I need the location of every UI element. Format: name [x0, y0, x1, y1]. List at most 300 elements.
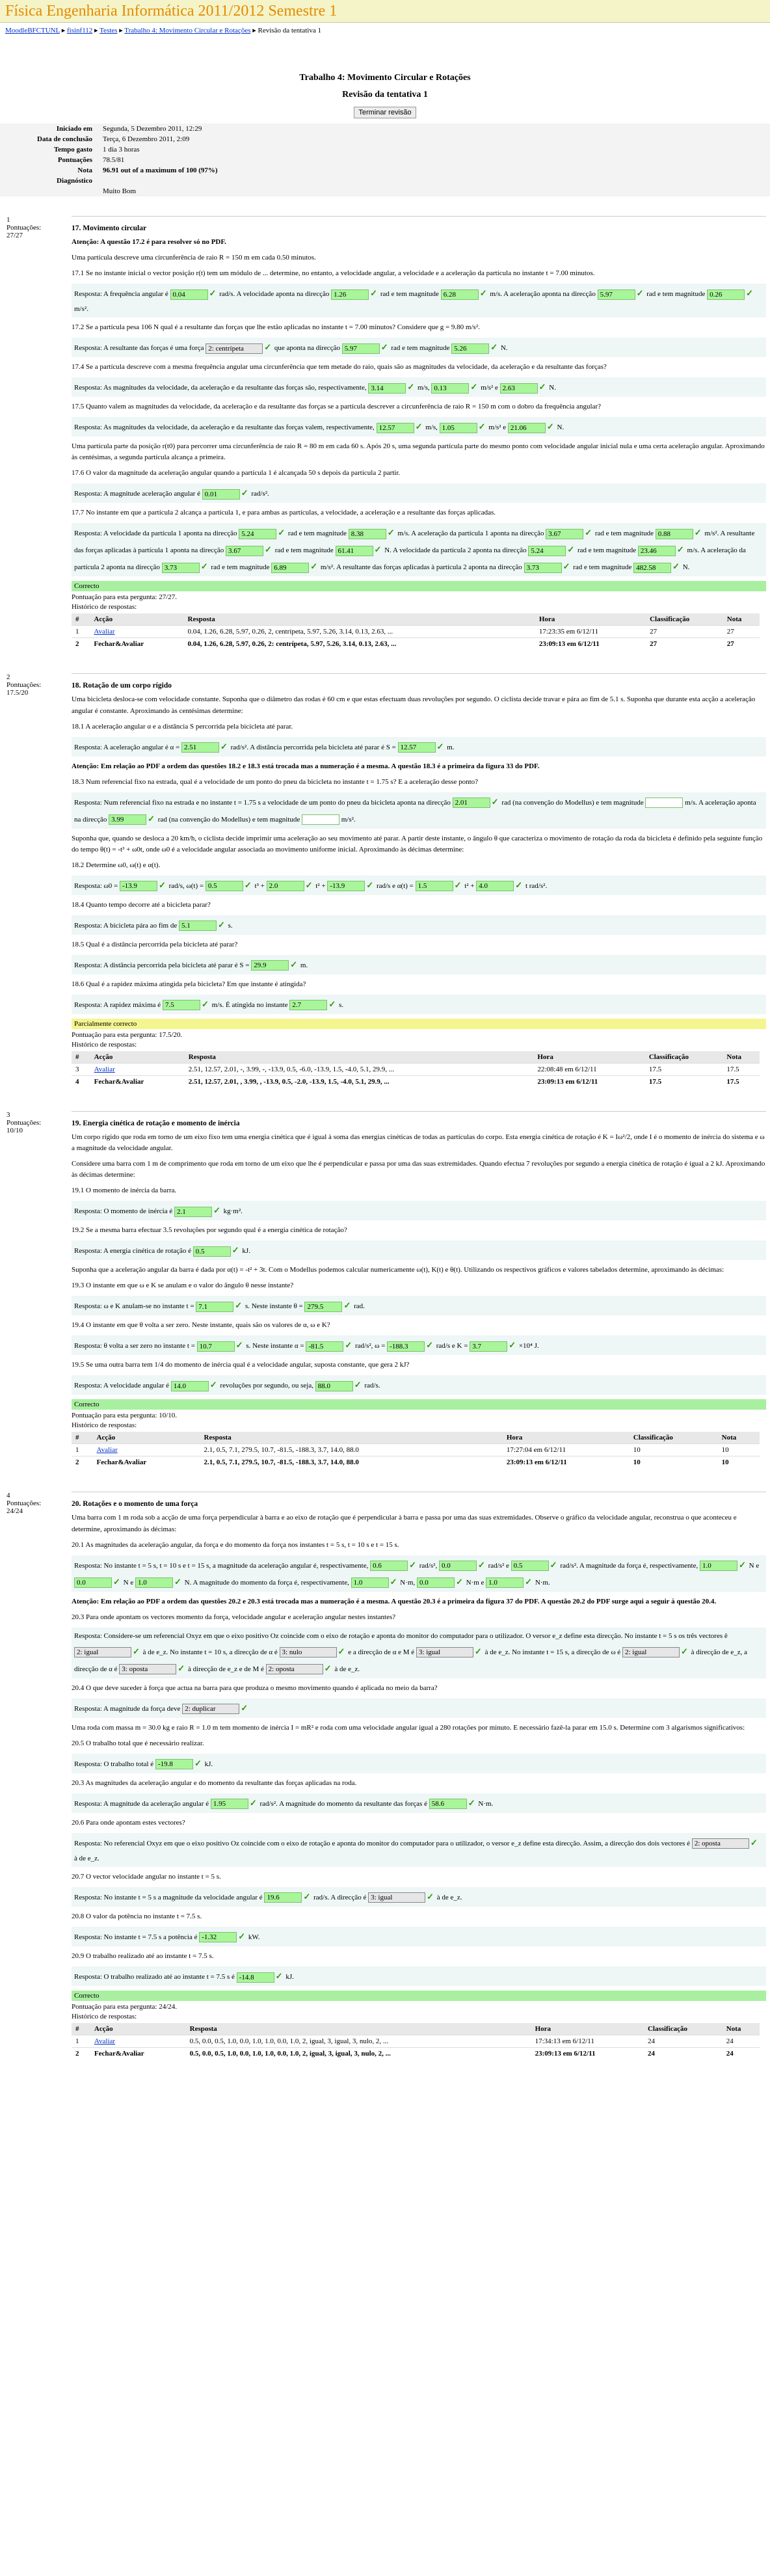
answer-text: m/s. A aceleração aponta na direcção — [490, 290, 596, 299]
cell: 17:34:13 em 6/12/11 — [531, 2035, 644, 2048]
answer-input[interactable]: 2.63 — [500, 383, 538, 394]
answer-input[interactable]: 5.1 — [179, 920, 217, 931]
answer-text: rad e tem magnitude — [573, 563, 632, 572]
check-icon: ✓ — [491, 796, 499, 807]
answer-text: N·m. — [478, 1799, 494, 1808]
status-correct: Correcto — [72, 1399, 766, 1410]
question-title: 18. Rotação de um corpo rígido — [72, 682, 172, 690]
answer-input[interactable]: 0.0 — [74, 1577, 112, 1588]
answer-input[interactable]: 2.7 — [289, 1000, 327, 1010]
check-icon: ✓ — [264, 342, 272, 353]
question-points: Pontuação para esta pergunta: 17.5/20. — [72, 1030, 183, 1039]
answer-input[interactable]: 0.13 — [431, 383, 469, 394]
answer-row — [72, 284, 766, 317]
cell: 22:08:48 em 6/12/11 — [533, 1063, 644, 1075]
check-icon: ✓ — [694, 528, 702, 538]
question-text: 18.3 Num referencial fixo na estrada, qual é a velocidade de um ponto do pneu da bicicleta no instante t = 1.75 s? E a aceleração desse ponto? — [72, 777, 479, 786]
answer-input[interactable]: 2.1 — [174, 1207, 212, 1217]
col-header: Resposta — [185, 1051, 534, 1064]
check-icon: ✓ — [343, 1300, 351, 1311]
question-text: 17.7 No instante em que a partícula 2 alcança a partícula 1, e para ambas as partículas, a velocidade, a aceleração e a resultante das forças aplicadas. — [72, 509, 496, 517]
question-text: Uma partícula parte da posição r(t0) para percorrer uma circunferência de raio R = 80 m em cada 60 s. Após 20 s, uma segunda partícula parte do mesmo ponto com velocidade angular inicial nula e uma certa aceleração angular. Aproximando às centésimas, a segunda partícula alcança a primeira. — [72, 442, 765, 462]
answer-row — [72, 876, 766, 895]
check-icon: ✓ — [525, 1576, 533, 1587]
cell: Fechar&Avaliar — [90, 1075, 185, 1088]
question-number: 3 — [7, 1110, 10, 1119]
answer-input[interactable]: 3.73 — [162, 563, 200, 573]
check-icon: ✓ — [563, 561, 570, 572]
breadcrumb-quiz[interactable]: Trabalho 4: Movimento Circular e Rotações — [124, 27, 251, 34]
cell: 24 — [644, 2048, 723, 2060]
answer-row — [72, 792, 766, 829]
answer-input[interactable]: 88.0 — [315, 1381, 353, 1391]
answer-select[interactable]: 3: igual — [416, 1647, 473, 1657]
check-icon: ✓ — [546, 422, 554, 432]
check-icon: ✓ — [455, 1576, 463, 1587]
answer-row — [72, 1833, 766, 1867]
cell: 3 — [72, 1063, 90, 1075]
answer-input[interactable]: 12.57 — [377, 423, 414, 433]
answer-text: rad (na convenção do Modellus) e tem magnitude — [501, 798, 644, 807]
summary-key: Iniciado em — [56, 125, 92, 133]
check-icon: ✓ — [366, 879, 374, 890]
question-text: Considere uma barra com 1 m de comprimento que roda em torno de um eixo que lhe é perpendicular e passa por uma das suas extremidades. Quando efectua 7 revoluções por segundo a energia cinética de rotação é igual a 2 kJ. Aproximando às décimas determine: — [72, 1160, 765, 1179]
answer-input[interactable]: 1.0 — [135, 1577, 173, 1588]
question-3 — [0, 1111, 770, 1468]
answer-input[interactable]: 1.95 — [211, 1799, 248, 1809]
answer-row — [72, 1201, 766, 1220]
breadcrumb-moodle[interactable]: MoodleBFCTUNL — [5, 27, 60, 34]
answer-input[interactable]: -1.32 — [199, 1932, 237, 1942]
answer-select[interactable]: 2: igual — [622, 1647, 680, 1657]
answer-text: Resposta: A bicicleta pára ao fim de — [74, 921, 178, 930]
answer-input[interactable]: 4.0 — [476, 881, 514, 891]
answer-text: Resposta: A magnitude aceleração angular é — [74, 490, 200, 498]
answer-text: t³ + — [254, 881, 265, 890]
cell: 1 — [72, 2035, 90, 2048]
answer-text: à de e_z. No instante t = 10 s, a direcção de α é — [142, 1648, 278, 1656]
question-text: Suponha que a aceleração angular da barra é dada por α(t) = -t² + 3t. Com o Modellus podemos calcular numericamente ω(t), K(t) e θ(t). Utilizando os respectivos gráficos e valores tabelados determine, aproximando às décimas: — [72, 1266, 724, 1274]
cell: 2 — [72, 638, 90, 651]
answer-input[interactable]: 2.01 — [453, 798, 490, 808]
action-link[interactable]: Avaliar — [94, 2037, 116, 2046]
answer-input[interactable]: 6.28 — [441, 289, 479, 300]
question-text: 20.7 O vector velocidade angular no instante t = 5 s. — [72, 1872, 221, 1881]
answer-text: kW. — [248, 1933, 260, 1942]
check-icon: ✓ — [750, 1837, 758, 1847]
question-text: Uma roda com massa m = 30.0 kg e raio R = 1.0 m tem momento de inércia I = mR² e roda com uma velocidade angular igual a 280 rotações por minuto. E necessário fazê-la parar em 15.0 s. Determine com 3 algarismos significativos: — [72, 1723, 745, 1732]
summary-value: 96.91 out of a maximum of 100 (97%) — [103, 167, 218, 174]
cell: 2.1, 0.5, 7.1, 279.5, 10.7, -81.5, -188.3, 3.7, 14.0, 88.0 — [200, 1444, 503, 1456]
action-link[interactable]: Avaliar — [94, 628, 115, 636]
page-subtitle: Revisão da tentativa 1 — [342, 90, 428, 100]
answer-text: s. — [228, 921, 233, 930]
summary-value: Muito Bom — [103, 187, 137, 195]
answer-text: Resposta: O trabalho total é — [74, 1760, 154, 1768]
question-text: 17.1 Se no instante inicial o vector posição r(t) tem um módulo de ... determine, no entanto, a velocidade angular, a velocidade e a aceleração da partícula no instante t = 7.00 minutos. — [72, 269, 595, 278]
answer-input[interactable]: -81.5 — [306, 1341, 343, 1352]
summary-value — [98, 176, 223, 186]
answer-input[interactable]: 23.46 — [638, 546, 676, 556]
col-header: Nota — [723, 1051, 760, 1064]
answer-input[interactable]: 1.0 — [351, 1577, 389, 1588]
question-side — [7, 1492, 65, 1515]
cell: 24 — [723, 2048, 760, 2060]
check-icon: ✓ — [380, 342, 388, 353]
answer-input[interactable]: 3.99 — [109, 814, 146, 825]
check-icon: ✓ — [217, 919, 225, 930]
answer-text: Resposta: As magnitudes da velocidade, da aceleração e da resultante das forças são, respectivamente, — [74, 384, 367, 392]
check-icon: ✓ — [474, 1646, 482, 1656]
answer-text: à de e_z. — [436, 1893, 462, 1901]
answer-input[interactable]: 58.6 — [429, 1799, 467, 1809]
answer-text: à de e_z. — [74, 1854, 100, 1862]
cell: 10 — [718, 1444, 760, 1456]
answer-text: t rad/s². — [525, 881, 548, 890]
answer-row — [72, 1555, 766, 1592]
answer-input[interactable]: 7.5 — [163, 1000, 200, 1010]
cell: 17.5 — [723, 1075, 760, 1088]
answer-input[interactable]: 7.1 — [196, 1302, 233, 1312]
answer-input[interactable]: 482.58 — [633, 563, 671, 573]
answer-input[interactable]: 0.01 — [202, 489, 240, 500]
answer-text: s. Neste instante α = — [246, 1342, 304, 1350]
answer-text: m/s². A resultante das forças aplicadas à partícula 1 aponta na direcção — [74, 530, 755, 555]
check-icon: ✓ — [158, 879, 166, 890]
answer-input[interactable]: -19.8 — [155, 1759, 193, 1769]
check-icon: ✓ — [680, 1646, 688, 1656]
answer-row — [72, 1887, 766, 1907]
action-link[interactable]: Avaliar — [94, 1065, 115, 1073]
action-link[interactable]: Avaliar — [96, 1446, 118, 1455]
answer-select[interactable]: 2: oposta — [692, 1838, 749, 1849]
end-review-button[interactable]: Terminar revisão — [354, 107, 416, 118]
question-text: Suponha que, quando se desloca a 20 km/h, o ciclista decide imprimir uma aceleração ao seu movimento até parar. A partir deste instante, o ângulo θ que caracteriza o movimento de rotação da roda da bicicleta é definido pela seguinte função do tempo θ(t) = -t³ + ω0t, onde ω0 é a velocidade angular associada ao movimento uniforme inicial. Aproximando às décimas determine: — [72, 834, 763, 853]
check-icon: ✓ — [567, 544, 575, 555]
col-header: Acção — [90, 1051, 185, 1064]
answer-input[interactable]: 6.89 — [271, 563, 309, 573]
check-icon: ✓ — [235, 1300, 243, 1311]
cell: Fechar&Avaliar — [90, 638, 183, 651]
col-header: Classificação — [630, 1432, 718, 1444]
answer-text: N·m. — [535, 1578, 550, 1587]
answer-input[interactable]: 14.0 — [171, 1381, 209, 1391]
question-warning: Atenção: Em relação ao PDF a ordem das questões 20.2 e 20.3 está trocada mas a numeração é a mesma. A questão 20.3 é a primeira da figura 37 do PDF. A questão 20.2 do PDF surge aqui a seguir à questão 20.4. — [72, 1597, 717, 1605]
answer-input-empty[interactable] — [645, 798, 683, 808]
check-icon: ✓ — [345, 1340, 352, 1350]
answer-input[interactable]: 5.97 — [342, 343, 380, 354]
answer-text: rad/s². A magnitude da força é, respectivamente, — [560, 1561, 698, 1570]
answer-text: rad/s. A velocidade aponta na direcção — [219, 290, 330, 299]
question-text: 20.3 As magnitudes da aceleração angular e do momento da resultante das forças aplicadas na roda. — [72, 1778, 357, 1787]
answer-input[interactable]: -188.3 — [387, 1341, 425, 1352]
answer-input[interactable]: 61.41 — [336, 546, 373, 556]
answer-text: à de e_z. No instante t = 15 s, a direcção de ω é — [485, 1648, 621, 1656]
answer-row — [72, 1296, 766, 1315]
answer-input-empty[interactable] — [302, 814, 339, 825]
history-title: Histórico de respostas: — [72, 603, 137, 611]
table-row — [72, 626, 760, 638]
question-text: Uma barra com 1 m roda sob a acção de uma força perpendicular à barra e ao eixo de rotação que é perpendicular à barra e passa por uma das suas extremidades. Observe o gráfico da velocidade angular, reconstrua o que aconteceu e determine, aproximando às décimas: — [72, 1514, 737, 1533]
history-table — [72, 2023, 760, 2059]
answer-text: rad e tem magnitude — [211, 563, 270, 572]
check-icon: ✓ — [436, 741, 444, 751]
answer-input[interactable]: 1.0 — [700, 1561, 737, 1571]
check-icon: ✓ — [477, 1559, 485, 1570]
answer-select[interactable]: 3: nulo — [280, 1647, 337, 1657]
answer-text: N. A velocidade da partícula 2 aponta na direcção — [384, 546, 527, 555]
answer-input[interactable]: 1.05 — [440, 423, 477, 433]
answer-text: e a direcção de α e M é — [348, 1648, 415, 1656]
cell — [90, 1063, 185, 1075]
answer-text: N e — [123, 1578, 134, 1587]
check-icon: ✓ — [290, 959, 298, 969]
answer-text: Resposta: No instante t = 7.5 s a potência é — [74, 1933, 198, 1942]
check-icon: ✓ — [328, 999, 336, 1009]
summary-value: Terça, 6 Dezembro 2011, 2:09 — [103, 135, 190, 143]
col-header: Hora — [533, 1051, 644, 1064]
breadcrumb-course[interactable]: fisinf112 — [66, 27, 93, 34]
answer-input[interactable]: 0.6 — [370, 1561, 408, 1571]
summary-value: Segunda, 5 Dezembro 2011, 12:29 — [103, 125, 202, 133]
cell: 0.04, 1.26, 6.28, 5.97, 0.26, 2: centrípeta, 5.97, 5.26, 3.14, 0.13, 2.63, ... — [184, 638, 535, 651]
question-points: Pontuação para esta pergunta: 24/24. — [72, 2003, 177, 2011]
answer-input[interactable]: 2.0 — [267, 881, 304, 891]
cell: 27 — [723, 626, 760, 638]
summary-value: 1 dia 3 horas — [103, 146, 140, 154]
answer-row — [72, 915, 766, 935]
score-value: 24/24 — [7, 1507, 23, 1516]
answer-input[interactable]: 3.67 — [546, 529, 583, 539]
answer-text: m/s². — [74, 305, 88, 314]
answer-text: t² + — [464, 881, 475, 890]
answer-input[interactable]: 0.5 — [193, 1246, 231, 1257]
cell — [90, 626, 183, 638]
answer-input[interactable]: 279.5 — [304, 1302, 342, 1312]
col-header: Acção — [93, 1432, 200, 1444]
score-value: 17.5/20 — [7, 689, 29, 697]
answer-select[interactable]: 2: duplicar — [182, 1704, 239, 1714]
answer-text: rad/s e α(t) = — [376, 881, 414, 890]
check-icon: ✓ — [427, 1891, 434, 1901]
question-text: 18.4 Quanto tempo decorre até a bicicleta parar? — [72, 900, 211, 909]
answer-input[interactable]: 0.04 — [170, 289, 208, 300]
answer-input[interactable]: 1.0 — [486, 1577, 524, 1588]
answer-text: Resposta: Num referencial fixo na estrada e no instante t = 1.75 s a velocidade de um ponto do pneu da bicicleta aponta na direcção — [74, 798, 451, 807]
check-icon: ✓ — [235, 1340, 243, 1350]
question-2 — [0, 673, 770, 1088]
answer-text: Resposta: θ volta a ser zero no instante t = — [74, 1342, 195, 1350]
check-icon: ✓ — [303, 1891, 311, 1901]
answer-text: Resposta: A frequência angular é — [74, 290, 168, 299]
question-title: 20. Rotações e o momento de uma força — [72, 1500, 198, 1509]
cell: 0.04, 1.26, 6.28, 5.97, 0.26, 2, centrípeta, 5.97, 5.26, 3.14, 0.13, 2.63, ... — [184, 626, 535, 638]
answer-text: Resposta: O momento de inércia é — [74, 1207, 173, 1216]
answer-row — [72, 1241, 766, 1260]
question-text: 20.4 O que deve suceder à força que actua na barra para que produza o mesmo movimento quando é aplicada no meio da barra? — [72, 1684, 438, 1692]
answer-input[interactable]: 19.6 — [264, 1892, 302, 1903]
answer-input[interactable]: 0.88 — [656, 529, 693, 539]
answer-text: N·m e — [466, 1578, 485, 1587]
check-icon: ✓ — [739, 1559, 746, 1570]
summary-key: Nota — [77, 167, 92, 174]
check-icon: ✓ — [470, 382, 478, 392]
answer-select[interactable]: 3: oposta — [119, 1664, 176, 1674]
check-icon: ✓ — [468, 1797, 475, 1808]
cell: 10 — [630, 1444, 718, 1456]
answer-text: m/s, — [418, 384, 430, 392]
answer-text: Resposta: No instante t = 5 s, t = 10 s e t = 15 s, a magnitude da aceleração angular é, respectivamente, — [74, 1561, 369, 1570]
answer-text: rad e tem magnitude — [391, 344, 450, 353]
question-text: 20.5 O trabalho total que é necessário realizar. — [72, 1739, 204, 1747]
col-header: # — [72, 1051, 90, 1064]
table-row — [72, 638, 760, 651]
score-label: Pontuações: — [7, 224, 42, 232]
check-icon: ✓ — [338, 1646, 345, 1656]
answer-text: m/s². — [341, 815, 356, 824]
answer-text: rad e tem magnitude — [287, 530, 347, 538]
answer-input[interactable]: 3.14 — [368, 383, 406, 394]
table-row — [72, 1063, 760, 1075]
answer-text: Resposta: ω e K anulam-se no instante t = — [74, 1302, 194, 1311]
answer-text: rad e tem magnitude — [646, 290, 706, 299]
question-number: 4 — [7, 1492, 10, 1500]
answer-text: revoluções por segundo, ou seja, — [220, 1382, 313, 1390]
answer-input[interactable]: -13.9 — [120, 881, 157, 891]
cell — [93, 1444, 200, 1456]
answer-text: à direcção de e_z e de M é — [187, 1665, 264, 1673]
answer-text: m. — [300, 961, 308, 969]
answer-text: m/s. É atingida no instante — [211, 1000, 288, 1009]
answer-text: rad. — [354, 1302, 365, 1311]
question-text: 20.8 O valor da potência no instante t = 7.5 s. — [72, 1912, 202, 1920]
answer-input[interactable]: 12.57 — [398, 742, 436, 753]
answer-select[interactable]: 2: oposta — [266, 1664, 323, 1674]
breadcrumb-tests[interactable]: Testes — [100, 27, 118, 34]
answer-text: Resposta: No referencial Oxyz em que o eixo positivo Oz coincide com o eixo de rotação e aponta do monitor do computador para o utilizador, o versor e_z define esta direcção. Assim, a direcção dos dois vectores é — [74, 1839, 691, 1847]
cell: 27 — [646, 626, 723, 638]
question-text: 20.9 O trabalho realizado até ao instante t = 7.5 s. — [72, 1952, 214, 1961]
page-title: Trabalho 4: Movimento Circular e Rotações — [299, 73, 471, 83]
answer-input[interactable]: 0.26 — [707, 289, 745, 300]
check-icon: ✓ — [354, 1380, 362, 1390]
col-header: Resposta — [186, 2023, 531, 2035]
answer-input[interactable]: 1.5 — [416, 881, 453, 891]
cell: 23:09:13 em 6/12/11 — [535, 638, 646, 651]
col-header: Hora — [535, 613, 646, 626]
answer-input[interactable]: 0.0 — [439, 1561, 477, 1571]
cell: 23:09:13 em 6/12/11 — [531, 2048, 644, 2060]
answer-input[interactable]: 5.26 — [451, 343, 489, 354]
answer-input[interactable]: 5.24 — [239, 529, 276, 539]
question-side — [7, 673, 65, 697]
answer-input[interactable]: 10.7 — [197, 1341, 235, 1352]
check-icon: ✓ — [490, 342, 498, 353]
answer-row — [72, 1754, 766, 1773]
answer-input[interactable]: 2.51 — [181, 742, 219, 753]
history-table — [72, 1051, 760, 1088]
question-title: 19. Energia cinética de rotação e momento de inércia — [72, 1119, 240, 1127]
cell: Fechar&Avaliar — [93, 1456, 200, 1469]
col-header: Classificação — [644, 2023, 723, 2035]
site-header — [0, 0, 770, 23]
breadcrumb: MoodleBFCTUNL ▸ fisinf112 ▸ Testes ▸ Trabalho 4: Movimento Circular e Rotações ▸ Revisão da tentativa 1 — [5, 27, 321, 34]
check-icon: ✓ — [244, 879, 252, 890]
answer-input[interactable]: 3.73 — [524, 563, 562, 573]
check-icon: ✓ — [390, 1576, 397, 1587]
answer-text: Resposta: A rapidez máxima é — [74, 1000, 161, 1009]
answer-input[interactable]: -13.9 — [327, 881, 365, 891]
answer-text: kJ. — [285, 1973, 294, 1981]
cell: 2.51, 12.57, 2.01, , 3.99, , -13.9, 0.5, -2.0, -13.9, 1.5, -4.0, 5.1, 29.9, ... — [185, 1075, 534, 1088]
cell: 10 — [718, 1456, 760, 1469]
question-text: 18.5 Qual é a distância percorrida pela bicicleta até parar? — [72, 940, 238, 948]
question-text: 19.3 O instante em que ω e K se anulam e o valor do ângulo θ nesse instante? — [72, 1281, 294, 1290]
answer-text: à de e_z. — [334, 1665, 360, 1673]
cell: Fechar&Avaliar — [90, 2048, 186, 2060]
history-title: Histórico de respostas: — [72, 1040, 137, 1049]
answer-input[interactable]: 8.38 — [349, 529, 386, 539]
answer-row — [72, 737, 766, 757]
answer-input[interactable]: 5.97 — [598, 289, 635, 300]
answer-input[interactable]: 29.9 — [251, 960, 289, 971]
answer-text: t² + — [315, 881, 326, 890]
check-icon: ✓ — [479, 288, 487, 299]
answer-input[interactable]: 3.67 — [226, 546, 263, 556]
answer-input[interactable]: 3.7 — [470, 1341, 507, 1352]
answer-text: Resposta: ω0 = — [74, 881, 118, 890]
cell: 27 — [646, 638, 723, 651]
check-icon: ✓ — [478, 422, 486, 432]
answer-select[interactable]: 2: igual — [74, 1647, 131, 1657]
question-text: 20.1 As magnitudes da aceleração angular, da força e do momento da força nos instantes t = 5 s, t = 10 s e t = 15 s. — [72, 1540, 399, 1549]
check-icon: ✓ — [238, 1931, 246, 1942]
question-text: 19.2 Se a mesma barra efectuar 3.5 revoluções por segundo qual é a energia cinética de rotação? — [72, 1226, 347, 1235]
check-icon: ✓ — [241, 488, 248, 498]
question-side — [7, 1111, 65, 1134]
answer-text: rad/s. — [364, 1382, 380, 1390]
answer-text: rad/s, ω(t) = — [168, 881, 204, 890]
cell: 1 — [72, 1444, 93, 1456]
answer-input[interactable]: 0.5 — [206, 881, 243, 891]
check-icon: ✓ — [209, 288, 217, 299]
answer-text: rad e tem magnitude — [274, 546, 334, 555]
check-icon: ✓ — [370, 288, 378, 299]
status-correct: Correcto — [72, 1991, 766, 2001]
answer-input[interactable]: 1.26 — [331, 289, 369, 300]
answer-input[interactable]: 0.0 — [417, 1577, 455, 1588]
page-content — [0, 34, 770, 2059]
answer-text: rad/s², ω = — [354, 1342, 386, 1350]
question-text: Uma bicicleta desloca-se com velocidade constante. Suponha que o diâmetro das rodas é 60 cm e que estas efectuam duas revoluções por segundo. O ciclista decide travar e pára ao fim de 5.1 s. Suponha que durante esta acção a aceleração angular é constante. Aproximando às centésimas determine: — [72, 695, 756, 715]
answer-row — [72, 1375, 766, 1395]
check-icon: ✓ — [275, 1971, 283, 1981]
answer-input[interactable]: 21.06 — [508, 423, 546, 433]
col-header: Nota — [723, 2023, 760, 2035]
col-header: Nota — [723, 613, 760, 626]
question-text: 19.5 Se uma outra barra tem 1/4 do momento de inércia qual é a velocidade angular, suposta constante, que gera 2 kJ? — [72, 1361, 410, 1369]
site-title: Física Engenharia Informática 2011/2012 Semestre 1 — [5, 3, 338, 20]
answer-input[interactable]: -14.8 — [237, 1972, 274, 1983]
answer-input[interactable]: 5.24 — [528, 546, 566, 556]
cell: 23:09:13 em 6/12/11 — [503, 1456, 630, 1469]
answer-row — [72, 955, 766, 974]
answer-select[interactable]: 3: igual — [368, 1892, 425, 1903]
answer-input[interactable]: 0.5 — [511, 1561, 549, 1571]
answer-text: Resposta: A energia cinética de rotação é — [74, 1247, 192, 1255]
answer-select[interactable]: 2: centrípeta — [206, 343, 263, 354]
question-points: Pontuação para esta pergunta: 27/27. — [72, 593, 177, 602]
